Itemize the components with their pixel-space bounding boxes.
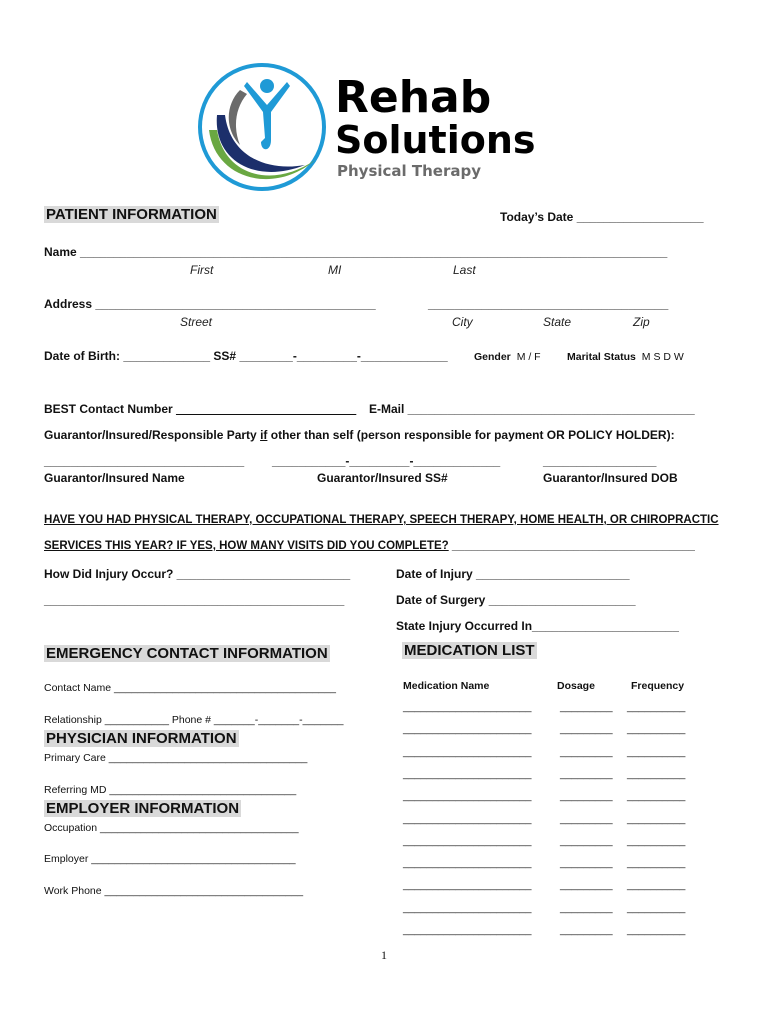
guarantor-statement	[44, 428, 675, 442]
name-field[interactable]: Name ________________________________________________________________________________________	[44, 245, 668, 259]
guarantor-text-pre: Guarantor/Insured/Responsible Party	[44, 428, 261, 442]
dob-ss-field[interactable]: Date of Birth: _____________ SS# ________-_________-_____________	[44, 349, 448, 363]
address-field[interactable]: Address __________________________________________	[44, 297, 376, 311]
best-contact-label: BEST Contact Number	[44, 402, 173, 416]
medication-dosage-cell[interactable]: _________	[560, 701, 613, 713]
marital-status-label: Marital Status	[567, 351, 636, 363]
medication-dosage-cell[interactable]: _________	[560, 857, 613, 870]
occupation-field[interactable]: Occupation __________________________________	[44, 822, 299, 834]
guarantor-text-if: if	[260, 428, 268, 442]
logo-brand-line1: Rehab	[335, 72, 492, 123]
guarantor-ss-field[interactable]: ___________-_________-_____________	[272, 454, 501, 468]
medication-name-cell[interactable]: ______________________	[403, 790, 532, 803]
medication-frequency-cell[interactable]: __________	[627, 834, 686, 847]
page-number: 1	[381, 948, 387, 962]
name-last-label: Last	[453, 263, 476, 277]
best-contact-field[interactable]: ___________________________	[176, 402, 357, 416]
rehab-solutions-logo	[195, 60, 595, 200]
medication-frequency-cell[interactable]: __________	[627, 790, 686, 803]
prior-therapy-question-line1: HAVE YOU HAD PHYSICAL THERAPY, OCCUPATIONAL THERAPY, SPEECH THERAPY, HOME HEALTH, OR CHIROPRACTIC	[44, 514, 719, 526]
medication-name-column-header: Medication Name	[403, 680, 490, 692]
medication-dosage-cell[interactable]: _________	[560, 767, 613, 780]
address-zip-label: Zip	[633, 315, 650, 329]
medication-dosage-cell[interactable]: _________	[560, 879, 613, 892]
medication-frequency-cell[interactable]: __________	[627, 857, 686, 870]
medication-name-cell[interactable]: ______________________	[403, 723, 532, 736]
gender-label: Gender	[474, 351, 511, 363]
state-injury-occurred-field[interactable]: State Injury Occurred In______________________	[396, 619, 679, 633]
logo-figure-head	[260, 79, 274, 93]
emergency-contact-heading: EMERGENCY CONTACT INFORMATION	[46, 645, 328, 662]
logo-brand-line3: Physical Therapy	[337, 162, 482, 180]
referring-md-field[interactable]: Referring MD ________________________________	[44, 784, 297, 796]
physician-info-heading: PHYSICIAN INFORMATION	[46, 730, 237, 747]
logo-brand-line2: Solutions	[335, 118, 536, 162]
medication-frequency-cell[interactable]: __________	[627, 767, 686, 780]
name-first-label: First	[190, 263, 214, 277]
guarantor-dob-label: Guarantor/Insured DOB	[543, 471, 678, 485]
gender-options[interactable]: M / F	[516, 351, 541, 363]
medication-frequency-cell[interactable]: __________	[627, 879, 686, 892]
prior-therapy-question-line2: SERVICES THIS YEAR? IF YES, HOW MANY VISITS DID YOU COMPLETE?	[44, 540, 449, 552]
medication-dosage-cell[interactable]: _________	[560, 812, 613, 825]
work-phone-field[interactable]: Work Phone __________________________________	[44, 885, 304, 897]
todays-date-field[interactable]: Today’s Date ___________________	[500, 210, 704, 224]
name-mi-label: MI	[328, 263, 342, 277]
email-field[interactable]: E-Mail ___________________________________________	[369, 402, 695, 416]
address-city-state-zip-field[interactable]: ____________________________________	[428, 297, 669, 311]
prior-therapy-visits-field[interactable]: ______________________________________	[448, 540, 695, 552]
medication-frequency-cell[interactable]: __________	[627, 812, 686, 825]
medication-dosage-cell[interactable]: _________	[560, 723, 613, 736]
medication-dosage-cell[interactable]: _________	[560, 790, 613, 803]
medication-name-cell[interactable]: ______________________	[403, 767, 532, 780]
dosage-column-header: Dosage	[557, 680, 595, 692]
marital-status-options[interactable]: M S D W	[641, 351, 684, 363]
medication-dosage-cell[interactable]: _________	[560, 745, 613, 758]
contact-name-field[interactable]: Contact Name ______________________________________	[44, 682, 336, 694]
medication-dosage-cell[interactable]: _________	[560, 834, 613, 847]
patient-info-heading: PATIENT INFORMATION	[46, 206, 217, 223]
frequency-column-header: Frequency	[631, 680, 685, 692]
medication-dosage-cell[interactable]: _________	[560, 901, 613, 914]
medication-frequency-cell[interactable]: __________	[627, 924, 686, 936]
address-city-label: City	[452, 315, 473, 329]
medication-frequency-cell[interactable]: __________	[627, 723, 686, 736]
address-street-label: Street	[180, 315, 213, 329]
medication-name-cell[interactable]: ______________________	[403, 701, 532, 713]
medication-list-heading: MEDICATION LIST	[404, 642, 535, 659]
medication-name-cell[interactable]: ______________________	[403, 879, 532, 892]
employer-info-heading: EMPLOYER INFORMATION	[46, 800, 240, 817]
medication-frequency-cell[interactable]: __________	[627, 701, 686, 713]
guarantor-name-label: Guarantor/Insured Name	[44, 471, 185, 485]
medication-name-cell[interactable]: ______________________	[403, 901, 532, 914]
medication-name-cell[interactable]: ______________________	[403, 857, 532, 870]
primary-care-field[interactable]: Primary Care __________________________________	[44, 752, 308, 764]
medication-frequency-cell[interactable]: __________	[627, 901, 686, 914]
guarantor-dob-field[interactable]: _________________	[543, 454, 657, 468]
medication-frequency-cell[interactable]: __________	[627, 745, 686, 758]
how-injury-occur-field[interactable]: How Did Injury Occur? __________________________	[44, 567, 351, 581]
guarantor-name-field[interactable]: ______________________________	[44, 454, 245, 468]
medication-name-cell[interactable]: ______________________	[403, 745, 532, 758]
injury-description-line[interactable]: _____________________________________________	[44, 593, 345, 607]
relationship-phone-field[interactable]: Relationship ___________ Phone # _______-_______-_______	[44, 714, 344, 726]
address-state-label: State	[543, 315, 572, 329]
medication-name-cell[interactable]: ______________________	[403, 834, 532, 847]
medication-name-cell[interactable]: ______________________	[403, 812, 532, 825]
guarantor-ss-label: Guarantor/Insured SS#	[317, 471, 448, 485]
medication-name-cell[interactable]: ______________________	[403, 924, 532, 936]
employer-field[interactable]: Employer ___________________________________	[44, 853, 296, 865]
medication-dosage-cell[interactable]: _________	[560, 924, 613, 936]
date-of-surgery-field[interactable]: Date of Surgery ______________________	[396, 593, 636, 607]
date-of-injury-field[interactable]: Date of Injury _______________________	[396, 567, 630, 581]
guarantor-text-post: other than self (person responsible for payment OR POLICY HOLDER):	[267, 428, 675, 442]
